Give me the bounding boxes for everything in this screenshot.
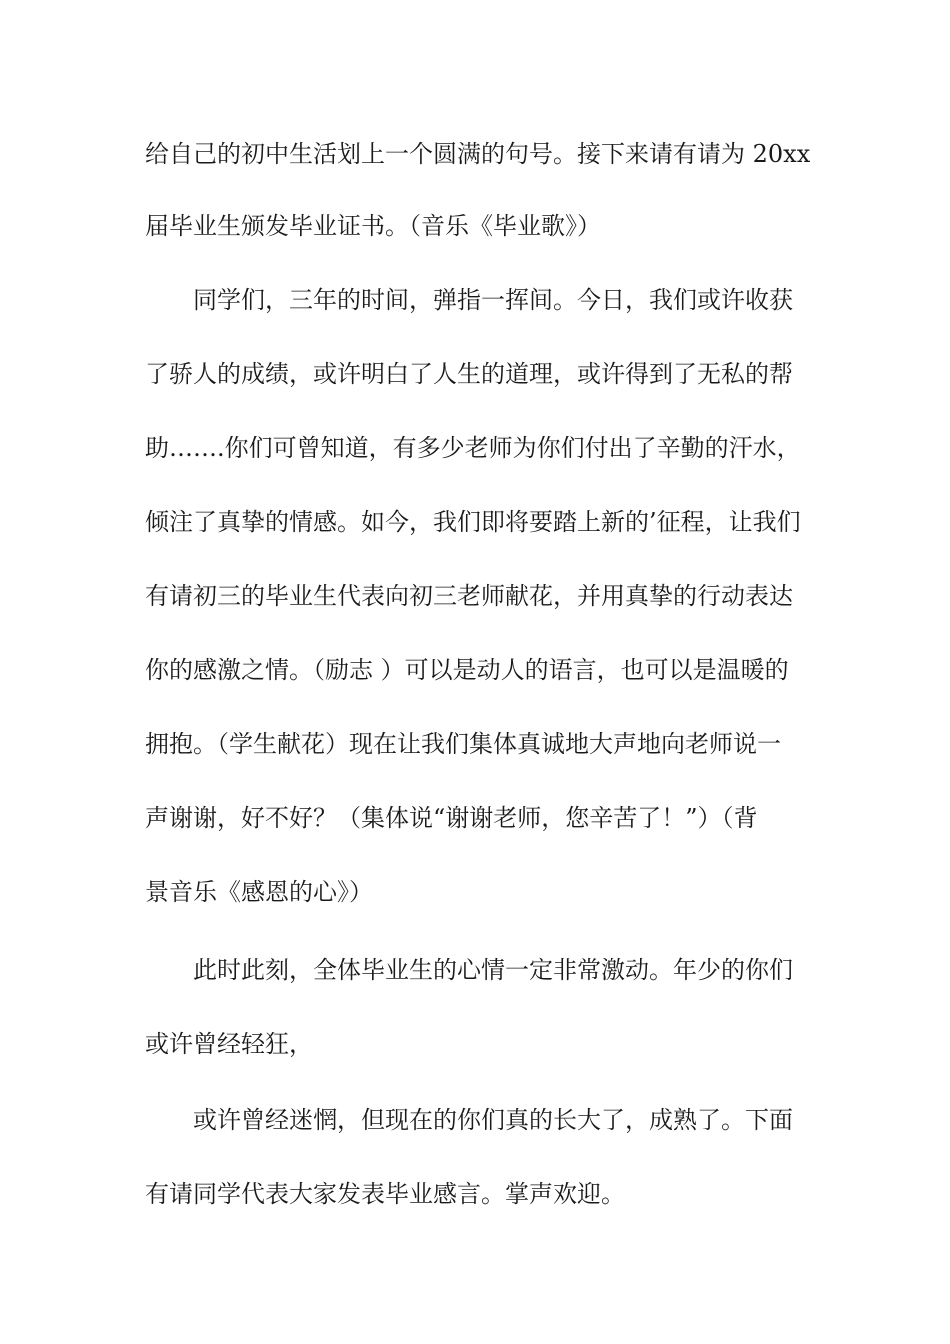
text-line: 声谢谢，好不好？（集体说“谢谢老师，您辛苦了！”）（背 (145, 804, 758, 832)
text-line: 拥抱。（学生献花）现在让我们集体真诚地大声地向老师说一 (145, 730, 781, 758)
text-line: 了骄人的成绩，或许明白了人生的道理，或许得到了无私的帮 (145, 360, 793, 388)
text-line: 景音乐《感恩的心》） (145, 878, 373, 906)
text-line: 你的感激之情。（励志 ）可以是动人的语言，也可以是温暖的 (145, 656, 789, 684)
text-line: 有请同学代表大家发表毕业感言。掌声欢迎。 (145, 1180, 625, 1208)
text-line: 助…….你们可曾知道，有多少老师为你们付出了辛勤的汗水， (145, 434, 801, 462)
paragraph-first-line: 同学们，三年的时间，弹指一挥间。今日，我们或许收获 (193, 286, 793, 314)
text-line: 届毕业生颁发毕业证书。（音乐《毕业歌》） (145, 212, 601, 240)
text-line: 有请初三的毕业生代表向初三老师献花，并用真挚的行动表达 (145, 582, 793, 610)
text-line: 或许曾经轻狂， (145, 1030, 313, 1058)
text-line: 给自己的初中生活划上一个圆满的句号。接下来请有请为 20xx (145, 140, 810, 168)
paragraph-first-line: 或许曾经迷惘，但现在的你们真的长大了，成熟了。下面 (193, 1106, 793, 1134)
text-line: 倾注了真挚的情感。如今，我们即将要踏上新的’征程，让我们 (145, 508, 801, 536)
paragraph-first-line: 此时此刻，全体毕业生的心情一定非常激动。年少的你们 (193, 956, 793, 984)
